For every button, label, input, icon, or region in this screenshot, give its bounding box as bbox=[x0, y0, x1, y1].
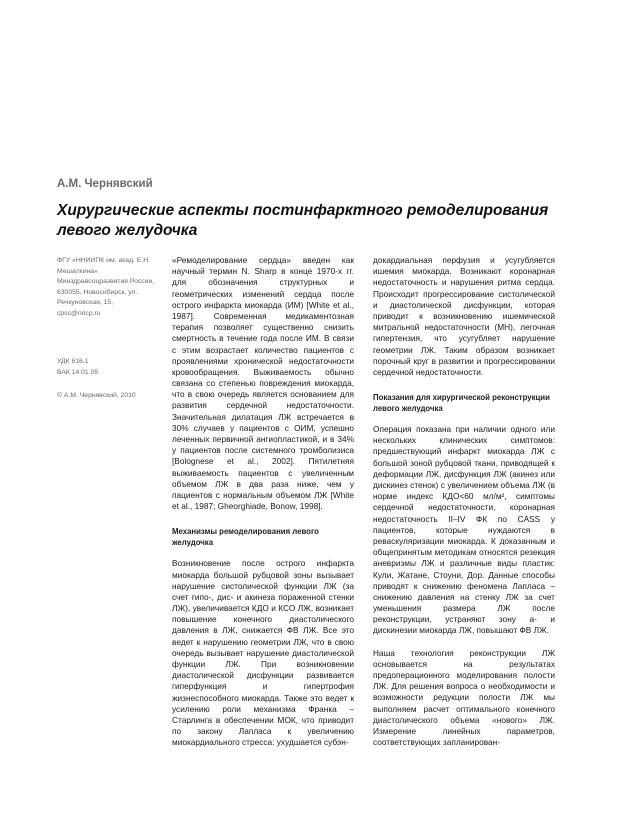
article-author: А.М. Чернявский bbox=[57, 178, 153, 190]
section-heading: Показания для хирургической реконструкции левого желудочка bbox=[373, 393, 550, 413]
paragraph: «Ремоделирование сердца» введен как научный термин N. Sharp в конце 1970-х гг. для обозначения структурных и геометрических изменений сердца после острого инфаркта миокарда (ИМ) [White et al., 1987]. Современная медикаментозная терапия позволяет существенно снизить смертность в течение года после ИМ. В связи с этим возрастает количество пациентов с проявлениями хронической недостаточности кровообращения. Выживаемость обычно связана со степенью повреждения миокарда, что в свою очередь является основанием для развития сердечной недостаточности. Значительная дилатация ЛЖ встречается в 30% случаев у пациентов с ОИМ, успешно леченных первичной ангиопластикой, и в 34% у пациентов после системного тромболизиса [Bolognese et al., 2002]. Пятилетняя выживаемость пациентов с увеличенным объемом ЛЖ в два раза ниже, чем у пациентов с нормальным объемом ЛЖ [White et al., 1987; Gheorghiade, Bonow, 1998]. bbox=[172, 255, 354, 512]
paragraph: докардиальная перфузия и усугубляется ишемия миокарда. Возникают коронарная недостаточность и нарушения ритма сердца. Происходит прогрессирование систолической и диастолической дисфункции, которая приводит к возникновению ишемической митральной недостаточности (МН), легочная гипертензия, что усугубляет нарушение геометрии ЛЖ. Таким образом возникает порочный круг в развитии и прогрессировании сердечной недостаточности. bbox=[373, 255, 555, 377]
paragraph: Наша технология реконструкции ЛЖ основывается на результатах предоперационного моделирования полости ЛЖ. Для решения вопроса о необходимости и возможности редукции полости ЛЖ мы выполняем расчет оптимального конечного диастолического объема «нового» ЛЖ. Измерение линейных параметров, соответствующих запланирован- bbox=[373, 647, 555, 748]
text-column-2 bbox=[373, 255, 555, 748]
article-title: Хирургические аспекты постинфарктного ремоделирования левого желудочка bbox=[57, 202, 549, 239]
text-column-1 bbox=[172, 255, 354, 749]
udk-code: УДК 616.1 bbox=[57, 358, 89, 365]
classification-codes bbox=[57, 357, 157, 378]
affiliation: ФГУ «ННИИПК им. акад. Е.Н. Мешалкина» Минздравсоцразвития России, 630055, Новосибирск, ул. Речкуновская, 15, cpsc@nricp.ru bbox=[57, 257, 155, 317]
section-heading: Механизмы ремоделирования левого желудочка bbox=[172, 527, 319, 547]
paragraph: Операция показана при наличии одного или нескольких клинических симптомов: предшествующий инфаркт миокарда ЛЖ с большой зоной рубцовой ткани, приводящей к деформации ЛЖ, дисфункция ЛЖ (акинез или дискинез стенок) с увеличением объема ЛЖ (в норме индекс КДО<60 мл/м², симптомы сердечной недостаточности, коронарная недостаточность II–IV ФК по CASS у пациентов, которые нуждаются в реваскуляризации миокарда. К доказанным и общепринятым методикам относятся резекция аневризмы ЛЖ и различные виды пластик: Кули, Жатане, Стоуни, Дор. Данные способы приводят к снижению феномена Лапласа – снижению давления на стенку ЛЖ за счет уменьшения размера ЛЖ после реконструкции, устраняют зону а- и дискинезии миокарда ЛЖ, повышают ФВ ЛЖ. bbox=[373, 424, 555, 636]
paragraph: Возникновение после острого инфаркта миокарда большой рубцовой зоны вызывает нарушение систолической функции ЛЖ (за счет гипо-, дис- и акинеза пораженной стенки ЛЖ), увеличивается КДО и КСО ЛЖ, возникает повышение конечного диастолического давления в ЛЖ, снижается ФВ ЛЖ. Все это ведет к нарушению геометрии ЛЖ, что в свою очередь вызывает нарушение диастолической функции ЛЖ. При возникновении диастолической дисфункции развивается гиперфункция и гипертрофия жизнеспособного миокарда. Также это ведет к усилению роли механизма Франка – Старлинга в обеспечении МОК, что приводит по закону Лапласа к увеличению миокардиального стресса: ухудшается субэн- bbox=[172, 558, 354, 748]
vak-code: ВАК 14.01.05 bbox=[57, 368, 99, 376]
copyright: © А.М. Чернявский, 2010 bbox=[57, 392, 136, 399]
